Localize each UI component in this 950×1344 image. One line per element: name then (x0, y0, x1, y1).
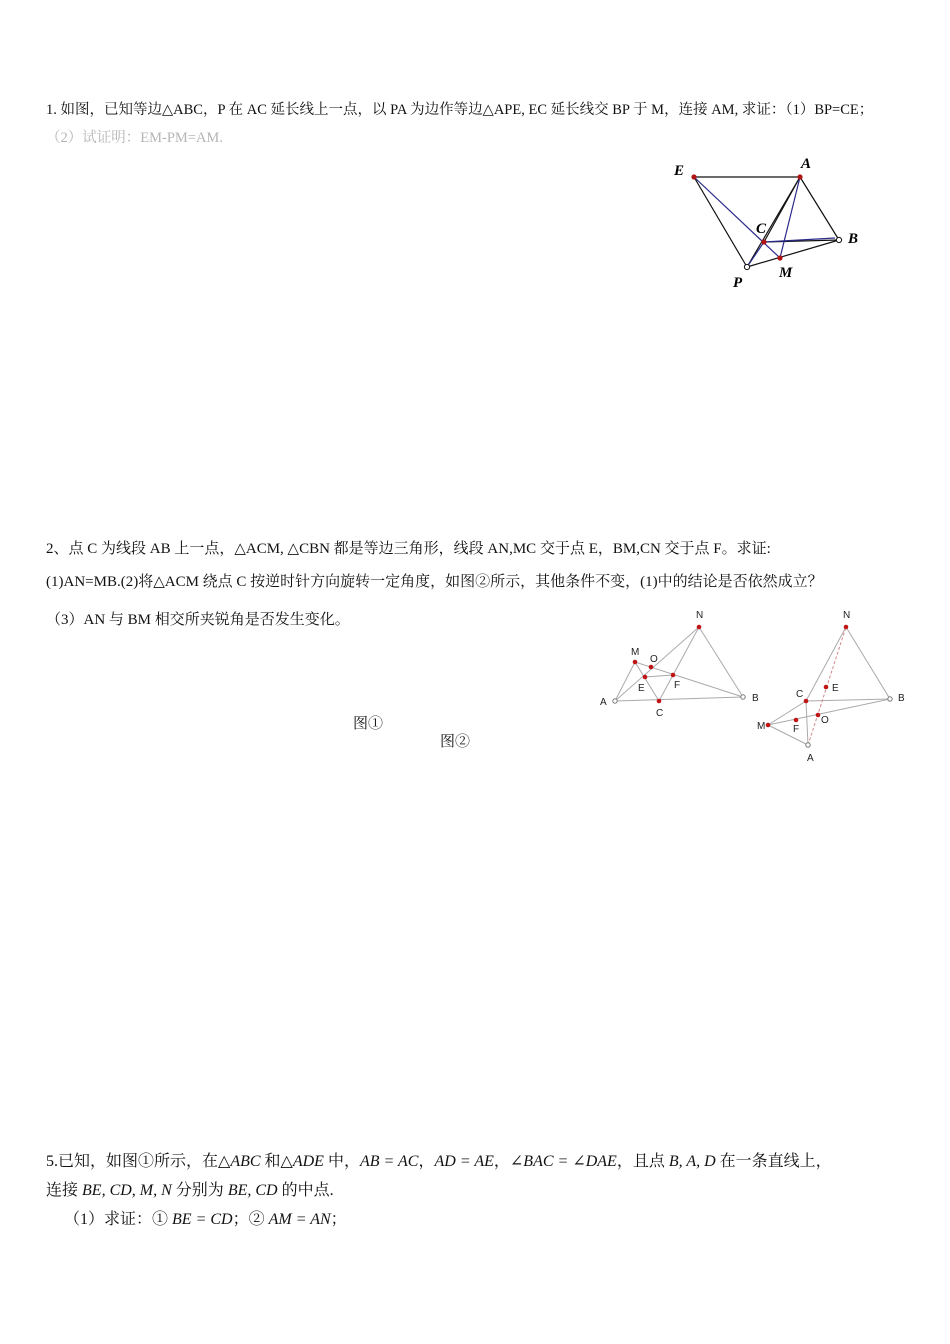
text: 5.已知，如图①所示，在△ (46, 1153, 231, 1170)
segments-list: BE, CD, M, N (82, 1182, 172, 1199)
point-F (671, 673, 676, 678)
text: 分别为 (171, 1182, 228, 1199)
problem2-figure2 (750, 605, 920, 770)
equation-am-an: AM = AN (268, 1211, 331, 1228)
point-A (806, 743, 810, 747)
point-M (777, 255, 782, 260)
label-O: O (650, 654, 658, 665)
segment-MA (768, 725, 808, 745)
label-F: F (793, 724, 800, 735)
text: ， (418, 1153, 435, 1170)
label-E: E (832, 683, 839, 694)
point-E (824, 685, 829, 690)
problem2-part1-2: (1)AN=MB.(2)将△ACM 绕点 C 按逆时针方向旋转一定角度，如图②所示，其他条件不变，(1)中的结论是否依然成立？ (46, 574, 823, 590)
label-N: N (696, 610, 704, 621)
point-F (794, 718, 799, 723)
label-C: C (796, 689, 804, 700)
problem1-figure (660, 150, 880, 300)
point-A (797, 174, 802, 179)
problem2-part3: （3）AN 与 BM 相交所夹锐角是否发生变化。 (46, 612, 350, 628)
label-B: B (752, 693, 759, 704)
label-E: E (638, 683, 645, 694)
text: 中， (323, 1153, 360, 1170)
text: 和△ (260, 1153, 293, 1170)
segment-AM (780, 177, 800, 258)
label-A: A (807, 753, 814, 764)
text: ，且点 (616, 1153, 669, 1170)
point-M (633, 660, 638, 665)
equation-ad-ae: AD = AE (434, 1153, 494, 1170)
point-O (649, 665, 654, 670)
segment-EM (694, 177, 780, 258)
label-M: M (779, 265, 793, 281)
point-E (691, 174, 696, 179)
text: 的中点. (277, 1182, 334, 1199)
text: ， (493, 1153, 510, 1170)
segment-MB (768, 699, 890, 725)
equation-angles: ∠BAC = ∠DAE (509, 1153, 617, 1170)
text: ；② (232, 1211, 269, 1228)
label-O: O (821, 715, 829, 726)
label-A: A (600, 697, 607, 708)
equation-be-cd: BE = CD (172, 1211, 233, 1228)
label-N: N (843, 610, 851, 621)
point-E (643, 675, 648, 680)
point-C (761, 239, 766, 244)
text: ； (330, 1211, 347, 1228)
equation-ab-ac: AB = AC (359, 1153, 419, 1170)
triangle-abc: ABC (230, 1153, 261, 1170)
label-F: F (674, 680, 681, 691)
point-A (613, 699, 617, 703)
segment-MC (635, 662, 659, 701)
problem5-part1 (64, 1206, 347, 1229)
segment-EF (645, 675, 673, 677)
segment-NB (846, 627, 890, 699)
segment-AM (615, 662, 635, 701)
point-O (816, 713, 821, 718)
point-M (766, 723, 771, 728)
problem5-line2 (46, 1177, 334, 1200)
point-B (741, 695, 745, 699)
segment-CB (806, 699, 890, 701)
label-C: C (756, 221, 767, 237)
label-B: B (848, 231, 859, 247)
triangle-ade: ADE (292, 1153, 324, 1170)
segment-NB (699, 627, 743, 697)
point-B (888, 697, 892, 701)
figure2-caption: 图② (440, 734, 471, 750)
label-M: M (631, 647, 640, 658)
problem2-statement: 2、点 C 为线段 AB 上一点，△ACM, △CBN 都是等边三角形，线段 AN,MC 交于点 E，BM,CN 交于点 F。求证: (46, 541, 771, 557)
problem2-figure1 (595, 605, 770, 725)
point-B (836, 237, 841, 242)
label-C: C (656, 708, 664, 719)
text: 在一条直线上， (715, 1153, 832, 1170)
segment-AB (800, 177, 839, 240)
problem5-statement (46, 1148, 832, 1171)
segments-list-2: BE, CD (227, 1182, 278, 1199)
segment-AC (764, 177, 800, 242)
text: 连接 (46, 1182, 83, 1199)
point-N (844, 625, 849, 630)
segment-AB (615, 697, 743, 701)
label-P: P (733, 275, 743, 291)
label-A: A (801, 156, 812, 172)
segment-CA (806, 701, 808, 745)
point-N (697, 625, 702, 630)
point-P (744, 264, 749, 269)
label-B: B (898, 693, 905, 704)
problem1-statement: 1. 如图，已知等边△ABC，P 在 AC 延长线上一点，以 PA 为边作等边△APE, EC 延长线交 BP 于 M，连接 AM, 求证：（1）BP=CE； (46, 102, 874, 118)
segment-EP (694, 177, 747, 267)
figure1-caption: 图① (353, 716, 384, 732)
problem1-part2: （2）试证明：EM-PM=AM. (46, 130, 223, 146)
text: （1）求证：① (64, 1211, 173, 1228)
point-C (657, 699, 662, 704)
point-C (804, 699, 809, 704)
label-M: M (757, 721, 766, 732)
label-E: E (674, 163, 685, 179)
points-bad: B, A, D (668, 1153, 716, 1170)
